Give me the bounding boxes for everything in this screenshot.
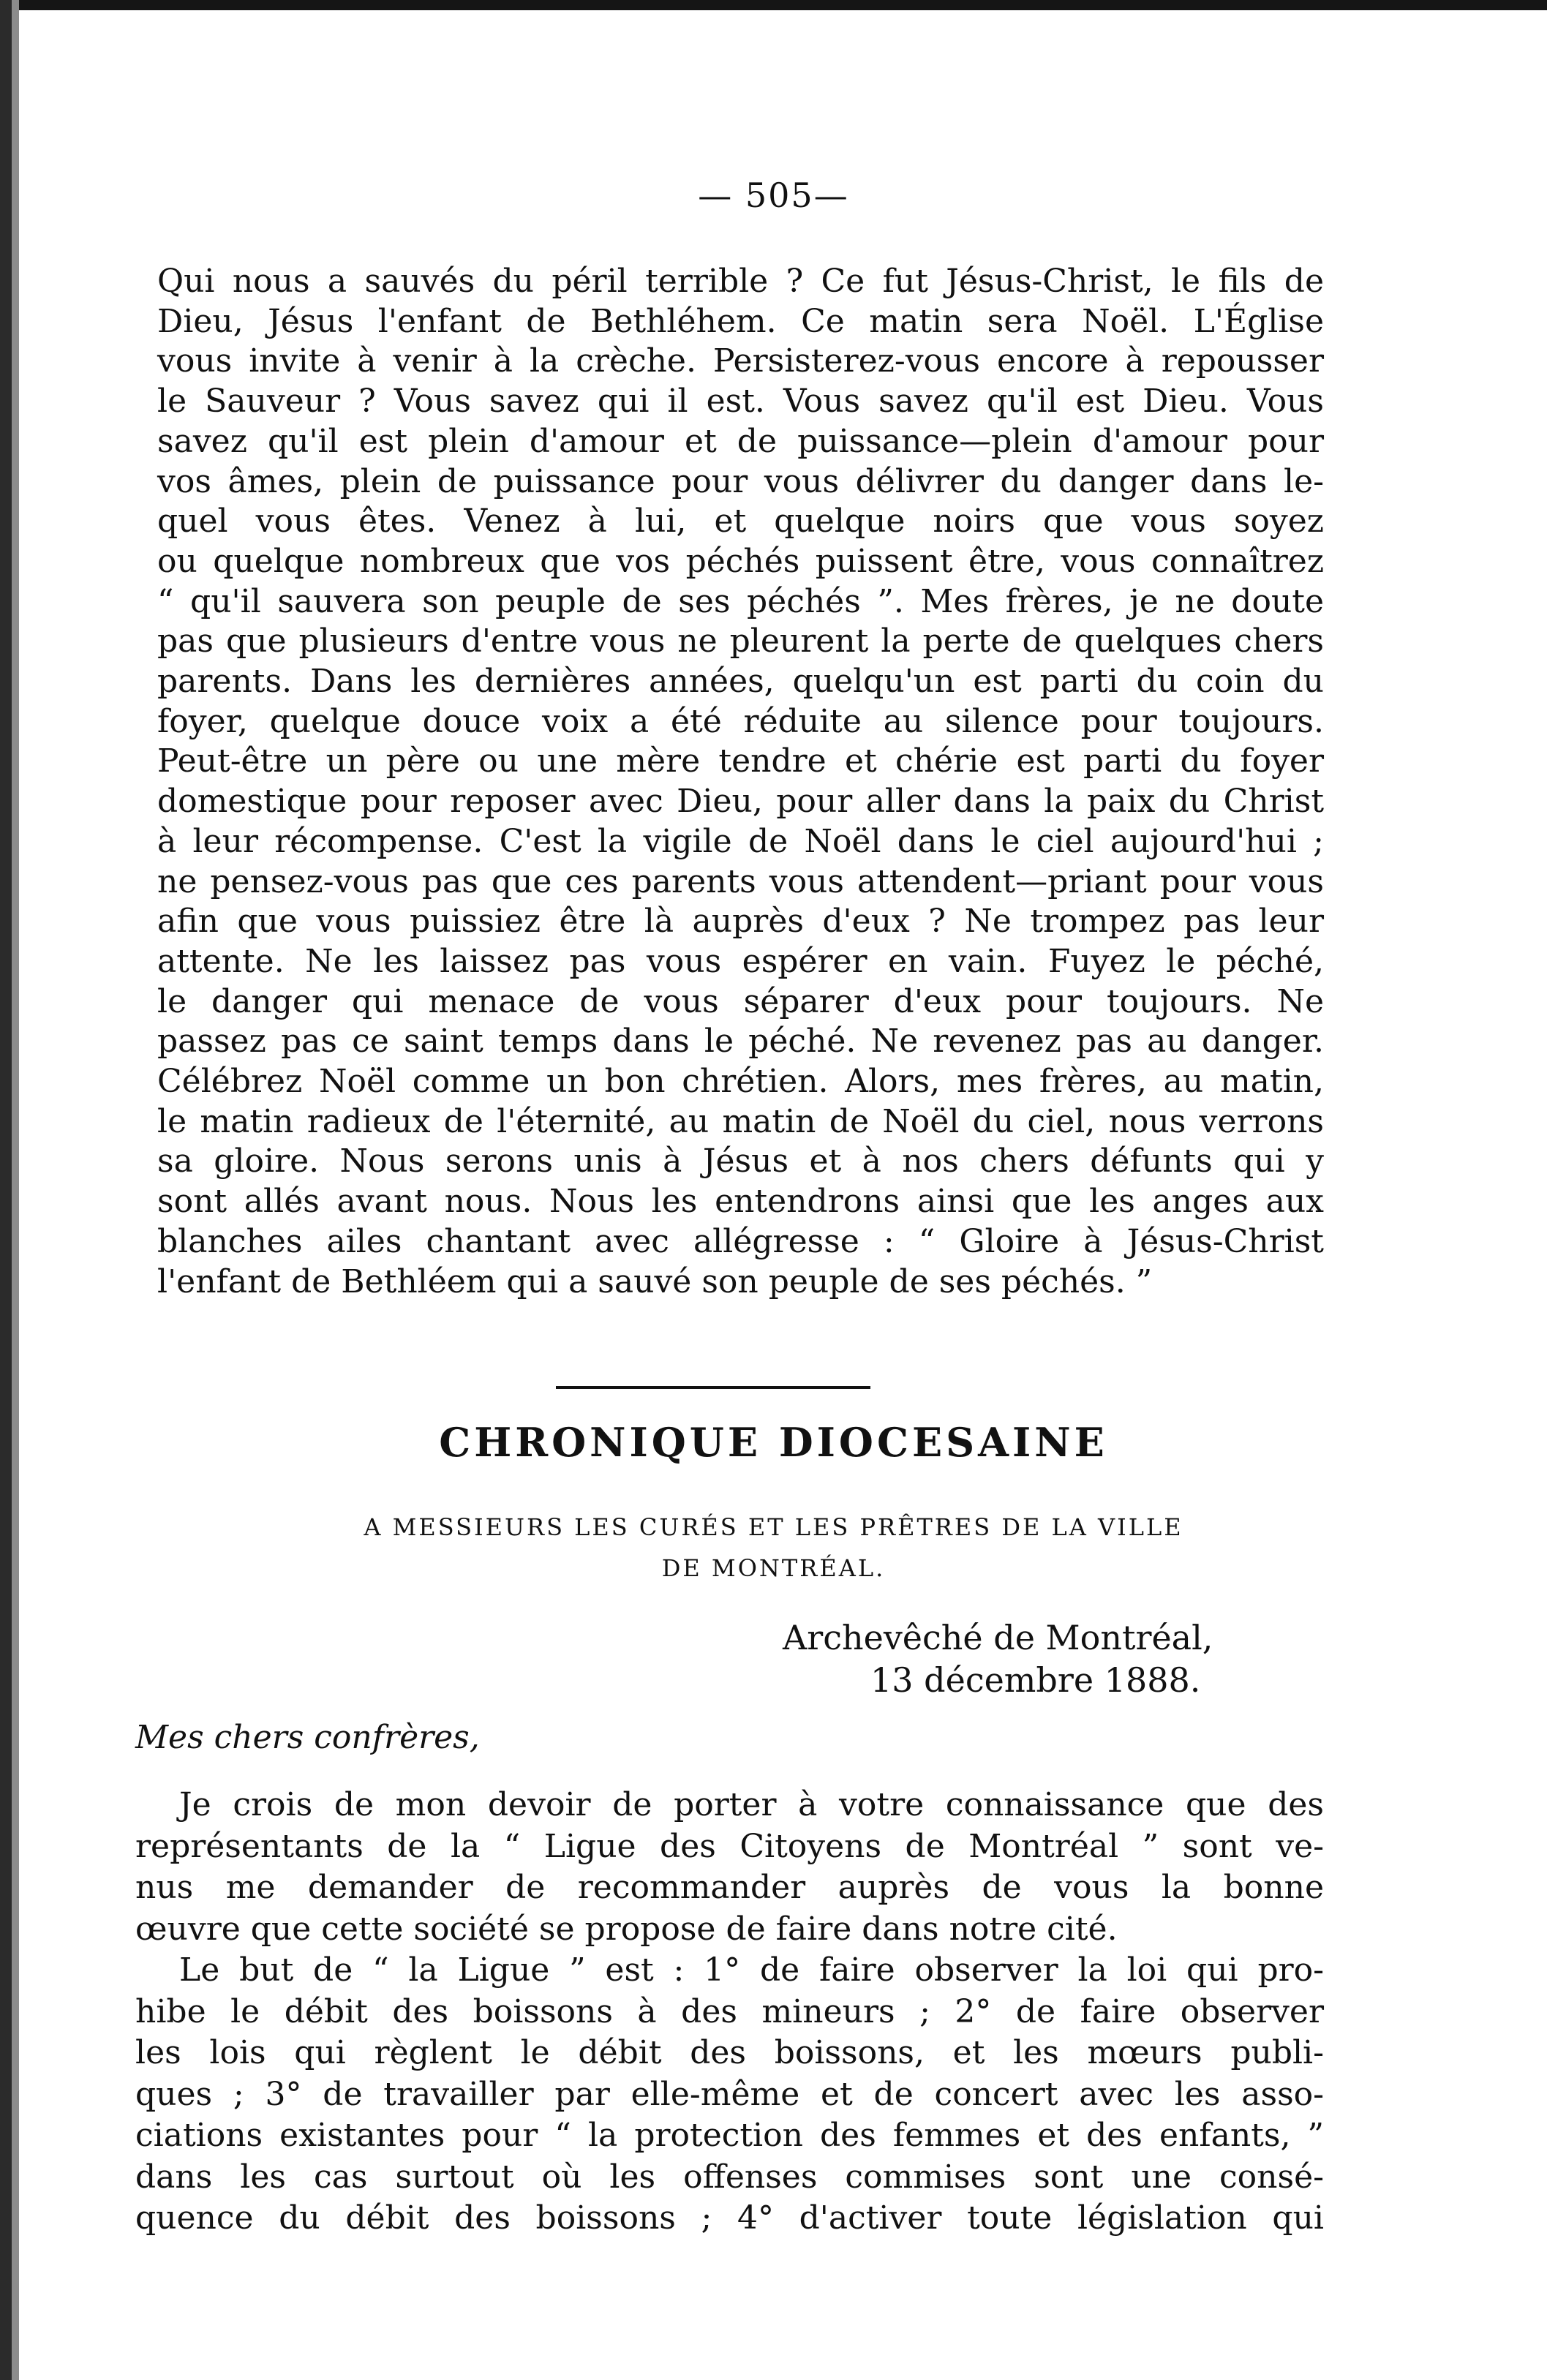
text-line: quence du débit des boissons ; 4° d'activer toute législation qui (135, 2199, 1324, 2237)
text-line: les lois qui règlent le débit des boissons, et les mœurs publi- (135, 2034, 1324, 2071)
text-line: domestique pour reposer avec Dieu, pour aller dans la paix du Christ (157, 783, 1324, 821)
text-line: Je crois de mon devoir de porter à votre connaissance que des (179, 1786, 1324, 1823)
dateline (775, 1616, 1331, 1701)
addressee (0, 1507, 1547, 1589)
text-line: vous invite à venir à la crèche. Persisterez-vous encore à repousser (157, 342, 1324, 380)
binding-shadow (12, 0, 19, 2380)
text-line: l'enfant de Bethléem qui a sauvé son peuple de ses péchés. ” (157, 1262, 1153, 1300)
text-line: ne pensez-vous pas que ces parents vous attendent—priant pour vous (157, 862, 1324, 900)
addressee-line: DE MONTRÉAL. (661, 1554, 886, 1582)
text-line: vos âmes, plein de puissance pour vous délivrer du danger dans le- (157, 462, 1324, 500)
text-line: ciations existantes pour “ la protection des femmes et des enfants, ” (135, 2117, 1324, 2154)
addressee-line: A MESSIEURS LES CURÉS ET LES PRÊTRES DE LA VILLE (364, 1513, 1183, 1541)
text-line: blanches ailes chantant avec allégresse : “ Gloire à Jésus-Christ (157, 1222, 1324, 1260)
text-line: ques ; 3° de travailler par elle-même et de concert avec les asso- (135, 2075, 1324, 2113)
text-line: Peut-être un père ou une mère tendre et chérie est parti du foyer (157, 742, 1324, 780)
text-line: Qui nous a sauvés du péril terrible ? Ce fut Jésus-Christ, le fils de (157, 263, 1324, 300)
text-line: Le but de “ la Ligue ” est : 1° de faire observer la loi qui pro- (179, 1951, 1324, 1989)
text-line: quel vous êtes. Venez à lui, et quelque noirs que vous soyez (157, 502, 1324, 541)
text-line: le matin radieux de l'éternité, au matin de Noël du ciel, nous verrons (157, 1102, 1324, 1140)
dateline-place: Archevêché de Montréal, (783, 1618, 1213, 1657)
text-line: attente. Ne les laissez pas vous espérer en vain. Fuyez le péché, (157, 942, 1324, 980)
page-number: — 505— (698, 176, 849, 215)
text-line: pas que plusieurs d'entre vous ne pleurent la perte de quelques chers (157, 622, 1324, 660)
text-line: nus me demander de recommander auprès de vous la bonne (135, 1869, 1324, 1906)
text-line: afin que vous puissiez être là auprès d'eux ? Ne trompez pas leur (157, 903, 1324, 941)
text-line: foyer, quelque douce voix a été réduite au silence pour toujours. (157, 702, 1324, 740)
section-divider (556, 1386, 870, 1389)
dateline-date: 13 décembre 1888. (870, 1660, 1201, 1700)
text-line: “ qu'il sauvera son peuple de ses péchés ”. Mes frères, je ne doute (157, 582, 1324, 620)
text-line: œuvre que cette société se propose de faire dans notre cité. (135, 1910, 1118, 1948)
text-line: passez pas ce saint temps dans le péché. Ne revenez pas au danger. (157, 1023, 1324, 1061)
text-line: savez qu'il est plein d'amour et de puissance—plein d'amour pour (157, 422, 1324, 460)
text-line: à leur récompense. C'est la vigile de Noël dans le ciel aujourd'hui ; (157, 822, 1324, 860)
text-line: parents. Dans les dernières années, quelqu'un est parti du coin du (157, 663, 1324, 701)
sermon-paragraph (157, 262, 1324, 1302)
text-line: dans les cas surtout où les offenses commises sont une consé- (135, 2158, 1324, 2196)
text-line: le Sauveur ? Vous savez qui il est. Vous savez qu'il est Dieu. Vous (157, 383, 1324, 421)
text-line: hibe le débit des boissons à des mineurs ; 2° de faire observer (135, 1992, 1324, 2030)
text-line: le danger qui menace de vous séparer d'eux pour toujours. Ne (157, 982, 1324, 1020)
text-line: sa gloire. Nous serons unis à Jésus et à nos chers défunts qui y (157, 1142, 1324, 1180)
binding-edge (0, 0, 12, 2380)
letter-body (135, 1785, 1324, 2240)
text-line: représentants de la “ Ligue des Citoyens de Montréal ” sont ve- (135, 1827, 1324, 1865)
salutation: Mes chers confrères, (135, 1719, 480, 1756)
top-border (0, 0, 1547, 10)
text-line: Dieu, Jésus l'enfant de Bethléhem. Ce matin sera Noël. L'Église (157, 302, 1324, 340)
text-line: ou quelque nombreux que vos péchés puissent être, vous connaîtrez (157, 542, 1324, 580)
text-line: Célébrez Noël comme un bon chrétien. Alors, mes frères, au matin, (157, 1063, 1324, 1101)
text-line: sont allés avant nous. Nous les entendrons ainsi que les anges aux (157, 1183, 1324, 1221)
section-title: CHRONIQUE DIOCESAINE (439, 1419, 1108, 1466)
